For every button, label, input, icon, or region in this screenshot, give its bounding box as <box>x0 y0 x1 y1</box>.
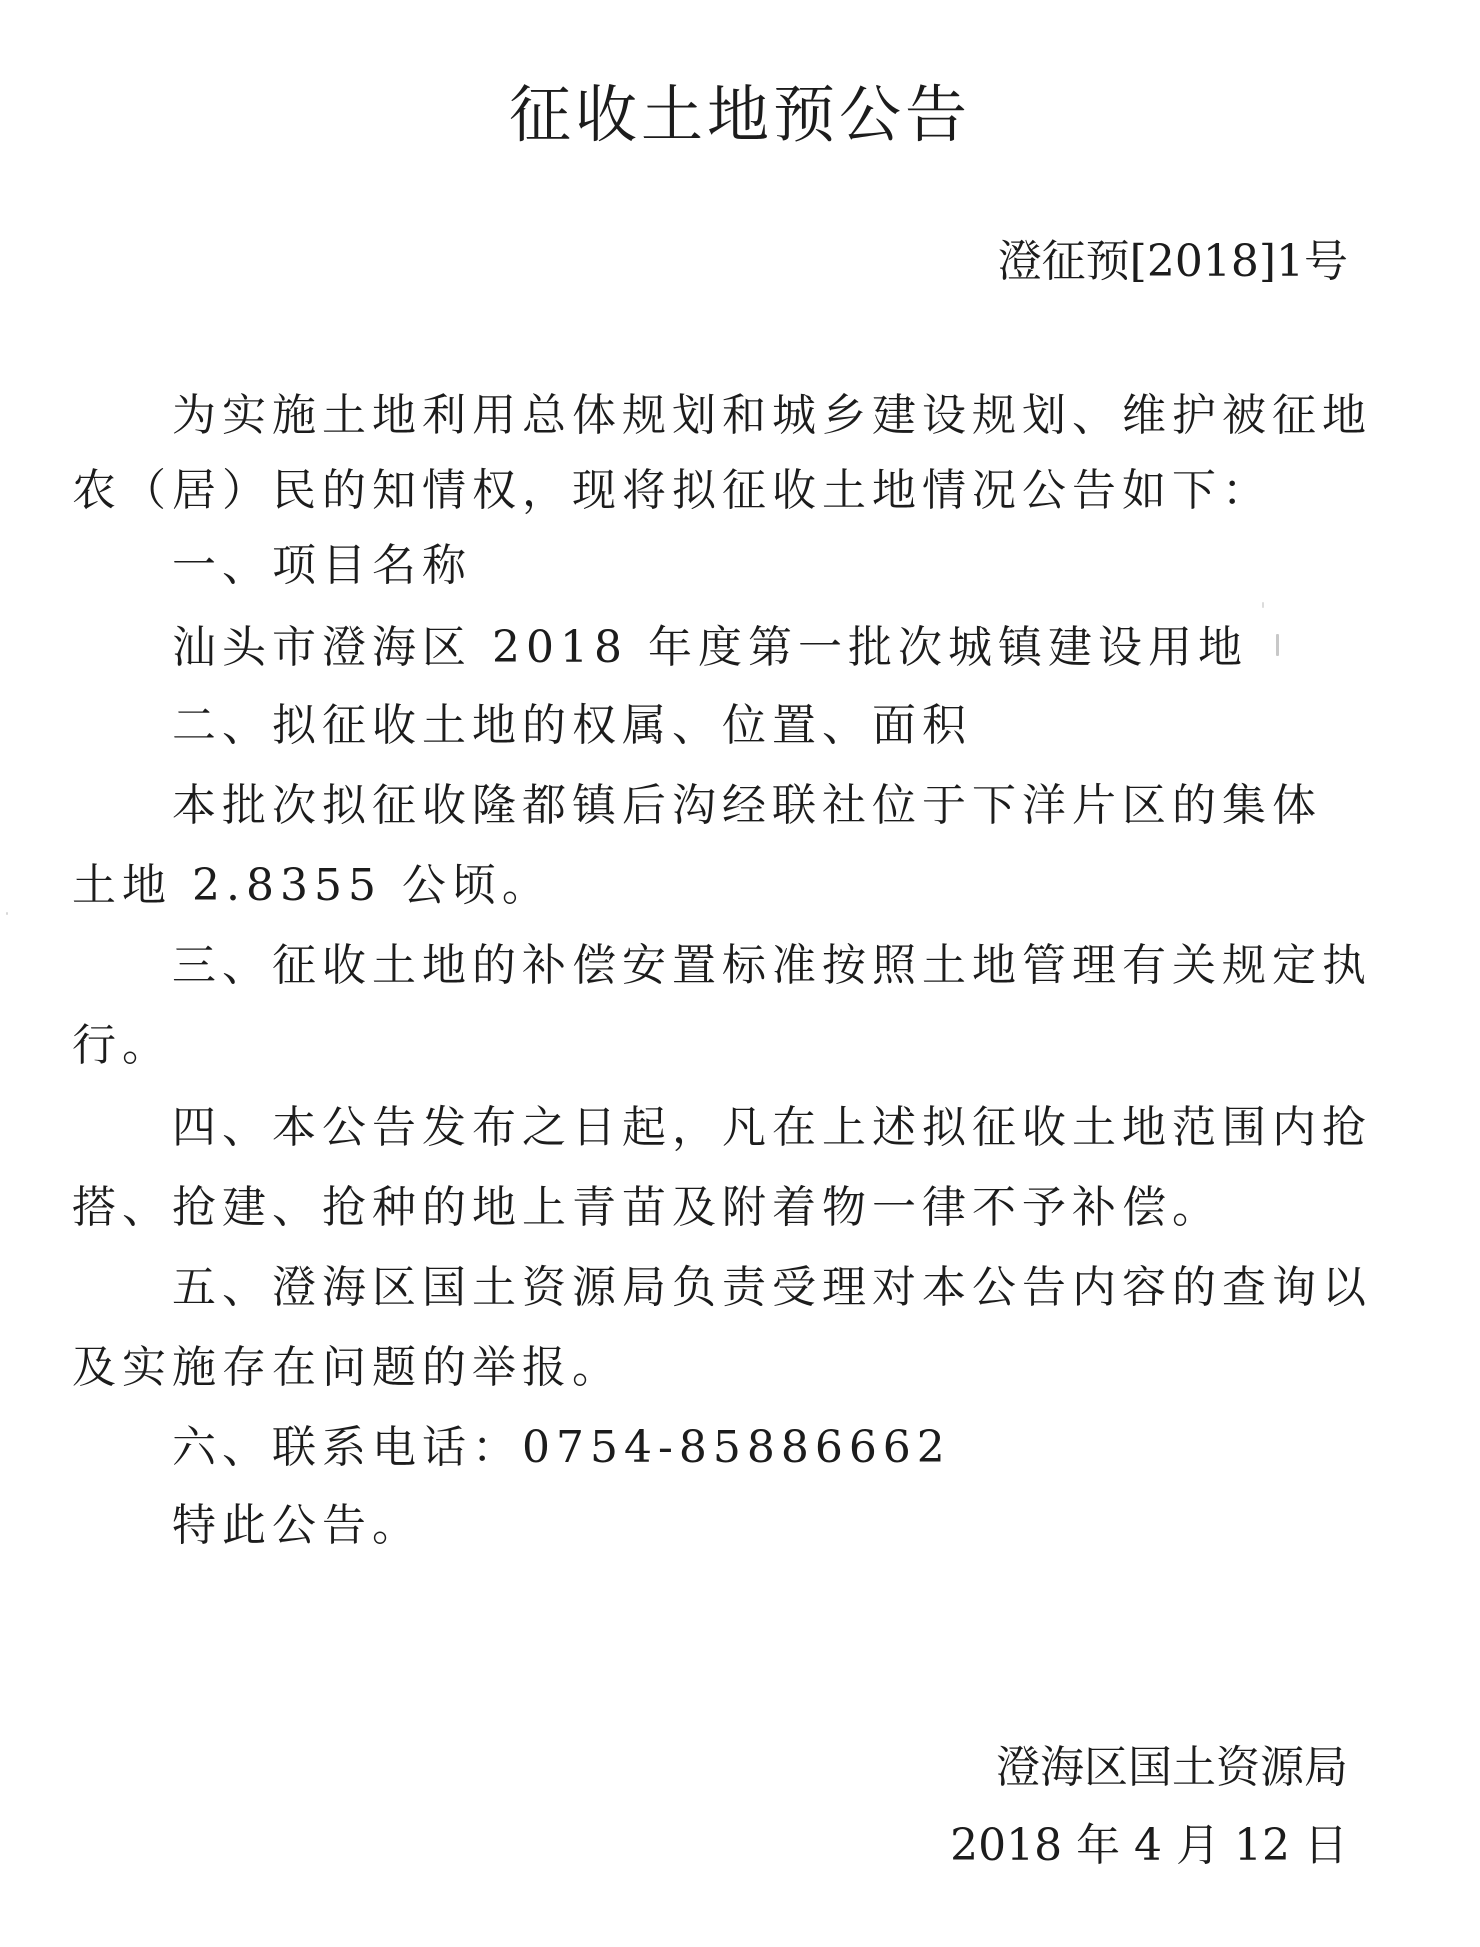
paragraph-line: 为实施土地利用总体规划和城乡建设规划、维护被征地 <box>172 390 1372 441</box>
scan-speck <box>1262 602 1264 608</box>
scan-speck <box>1276 634 1279 656</box>
paragraph-line: 三、征收土地的补偿安置标准按照土地管理有关规定执 <box>172 940 1372 991</box>
paragraph-line: 五、澄海区国土资源局负责受理对本公告内容的查询以 <box>172 1262 1372 1313</box>
issue-date: 2018 年 4 月 12 日 <box>950 1820 1348 1871</box>
contact-phone: 六、联系电话：0754-85886662 <box>172 1422 951 1473</box>
paragraph-line: 行。 <box>72 1020 172 1071</box>
section-heading: 一、项目名称 <box>172 540 472 591</box>
issuer-name: 澄海区国土资源局 <box>996 1742 1348 1793</box>
paragraph-line: 四、本公告发布之日起，凡在上述拟征收土地范围内抢 <box>172 1102 1372 1153</box>
document-title: 征收土地预公告 <box>508 78 971 151</box>
document-number: 澄征预[2018]1号 <box>997 236 1348 287</box>
section-heading: 二、拟征收土地的权属、位置、面积 <box>172 700 972 751</box>
closing-line: 特此公告。 <box>172 1500 422 1551</box>
paragraph-line: 及实施存在问题的举报。 <box>72 1342 622 1393</box>
paragraph-line: 农（居）民的知情权，现将拟征收土地情况公告如下： <box>72 465 1272 516</box>
paragraph-line: 搭、抢建、抢种的地上青苗及附着物一律不予补偿。 <box>72 1182 1222 1233</box>
paragraph-line: 土地 2.8355 公顷。 <box>72 860 552 911</box>
paragraph-line: 汕头市澄海区 2018 年度第一批次城镇建设用地 <box>172 622 1248 673</box>
paragraph-line: 本批次拟征收隆都镇后沟经联社位于下洋片区的集体 <box>172 780 1322 831</box>
scan-speck <box>6 912 8 915</box>
